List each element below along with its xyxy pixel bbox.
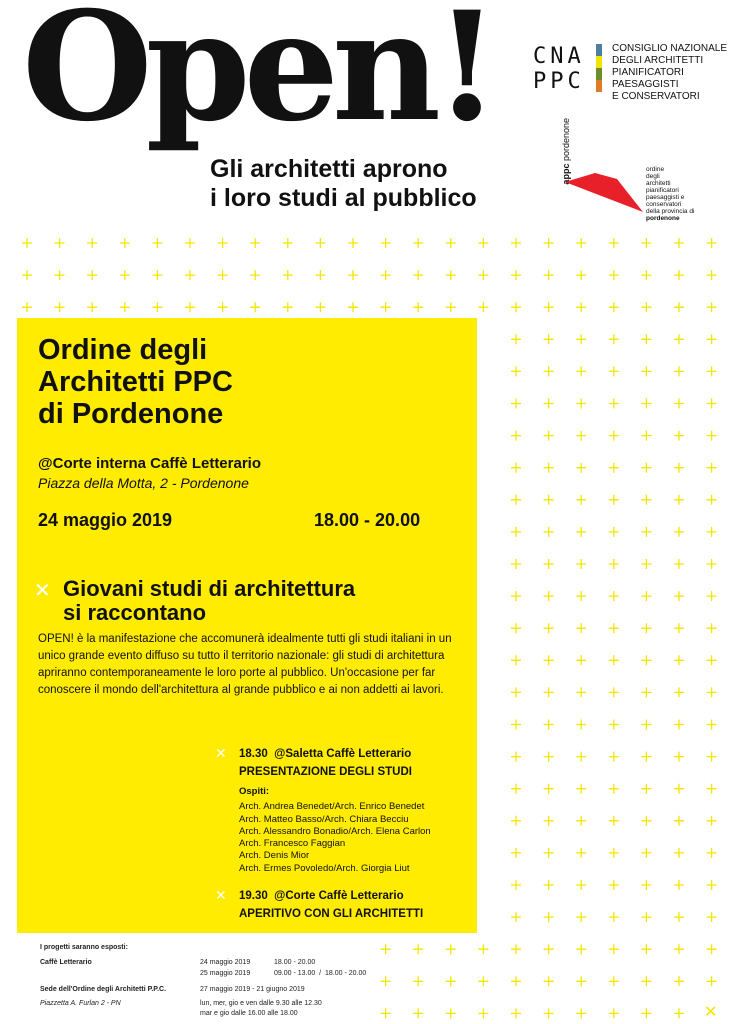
grid-plus-icon	[413, 238, 423, 248]
grid-plus-icon	[544, 784, 554, 794]
grid-plus-icon	[544, 591, 554, 601]
section-title	[63, 577, 355, 625]
grid-plus-icon	[22, 270, 32, 280]
grid-plus-icon	[609, 880, 619, 890]
footer-hours: mar e gio dalle 16.00 alle 18.00	[200, 1010, 298, 1017]
title-line: di Pordenone	[38, 398, 224, 430]
appc-red-shape-icon	[565, 170, 645, 215]
grid-plus-icon	[609, 752, 619, 762]
grid-plus-icon	[609, 399, 619, 409]
grid-plus-icon	[707, 559, 717, 569]
grid-plus-icon	[413, 1008, 423, 1018]
grid-plus-icon	[576, 463, 586, 473]
grid-plus-icon	[544, 238, 554, 248]
grid-plus-icon	[674, 399, 684, 409]
grid-plus-icon	[315, 238, 325, 248]
grid-plus-icon	[609, 527, 619, 537]
grid-plus-icon	[707, 655, 717, 665]
grid-plus-icon	[511, 687, 521, 697]
footer-hours: lun, mer, gio e ven dalle 9.30 alle 12.30	[200, 1000, 322, 1007]
grid-plus-icon	[674, 302, 684, 312]
guest: Arch. Francesco Faggian	[239, 838, 346, 850]
grid-plus-icon	[511, 623, 521, 633]
grid-plus-icon	[381, 976, 391, 986]
grid-plus-icon	[544, 623, 554, 633]
grid-plus-icon	[152, 238, 162, 248]
grid-plus-icon	[609, 912, 619, 922]
grid-plus-icon	[576, 623, 586, 633]
grid-plus-icon	[478, 302, 488, 312]
event-time: 18.00 - 20.00	[314, 510, 421, 530]
grid-plus-icon	[641, 784, 651, 794]
organizer-title	[38, 334, 233, 430]
grid-plus-icon	[511, 591, 521, 601]
grid-plus-icon	[707, 463, 717, 473]
grid-plus-icon	[120, 238, 130, 248]
logo-line: della provincia di	[646, 208, 695, 215]
appc-logo-text	[646, 166, 706, 222]
grid-plus-icon	[609, 591, 619, 601]
grid-plus-icon	[576, 912, 586, 922]
logo-line: pianificatori	[646, 187, 679, 194]
grid-plus-icon	[641, 912, 651, 922]
grid-plus-icon	[576, 527, 586, 537]
grid-plus-icon	[674, 976, 684, 986]
grid-plus-icon	[511, 880, 521, 890]
grid-plus-icon	[544, 976, 554, 986]
footer-venue: Sede dell'Ordine degli Architetti P.P.C.	[40, 986, 167, 993]
grid-plus-icon	[544, 816, 554, 826]
logo-line: conservatori	[646, 201, 682, 208]
grid-plus-icon	[576, 334, 586, 344]
grid-plus-icon	[609, 334, 619, 344]
grid-plus-icon	[576, 302, 586, 312]
grid-plus-icon	[283, 238, 293, 248]
poster-subtitle	[210, 155, 477, 213]
grid-plus-icon	[609, 944, 619, 954]
address: Piazza della Motta, 2 - Pordenone	[38, 475, 249, 491]
footer-date: 25 maggio 2019	[200, 970, 251, 977]
grid-plus-icon	[609, 720, 619, 730]
grid-plus-icon	[544, 848, 554, 858]
grid-plus-icon	[609, 238, 619, 248]
grid-plus-icon	[576, 399, 586, 409]
grid-plus-icon	[544, 880, 554, 890]
grid-plus-icon	[576, 784, 586, 794]
grid-plus-icon	[55, 238, 65, 248]
grid-plus-icon	[641, 399, 651, 409]
grid-plus-icon	[641, 880, 651, 890]
logo-line: DEGLI ARCHITETTI	[612, 55, 704, 66]
grid-plus-icon	[674, 431, 684, 441]
title-line: Architetti PPC	[38, 366, 233, 398]
grid-plus-icon	[413, 302, 423, 312]
grid-plus-icon	[707, 944, 717, 954]
grid-plus-icon	[707, 238, 717, 248]
grid-plus-icon	[348, 270, 358, 280]
program-time-place: 19.30 @Corte Caffè Letterario	[239, 890, 404, 902]
grid-plus-icon	[55, 270, 65, 280]
grid-plus-icon	[609, 976, 619, 986]
grid-plus-icon	[576, 655, 586, 665]
grid-plus-icon	[446, 944, 456, 954]
grid-plus-icon	[511, 655, 521, 665]
appc-city: pordenone	[561, 118, 571, 164]
grid-plus-icon	[609, 302, 619, 312]
grid-plus-icon	[674, 687, 684, 697]
program-time-place: 18.30 @Saletta Caffè Letterario	[239, 748, 412, 760]
grid-plus-icon	[544, 399, 554, 409]
guests-label: Ospiti:	[239, 786, 270, 797]
grid-plus-icon	[674, 816, 684, 826]
grid-plus-icon	[576, 687, 586, 697]
footer-address: Piazzetta A. Furlan 2 - PN	[40, 1000, 121, 1007]
grid-plus-icon	[707, 591, 717, 601]
guest: Arch. Alessandro Bonadio/Arch. Elena Carlon	[239, 825, 431, 837]
grid-plus-icon	[707, 816, 717, 826]
grid-plus-icon	[22, 302, 32, 312]
grid-plus-icon	[641, 238, 651, 248]
grid-plus-icon	[674, 495, 684, 505]
grid-plus-icon	[511, 334, 521, 344]
grid-plus-icon	[641, 687, 651, 697]
grid-plus-icon	[511, 848, 521, 858]
grid-plus-icon	[478, 238, 488, 248]
grid-plus-icon	[544, 655, 554, 665]
event-date: 24 maggio 2019	[38, 510, 173, 530]
grid-plus-icon	[609, 848, 619, 858]
grid-plus-icon	[641, 944, 651, 954]
grid-plus-icon	[315, 270, 325, 280]
grid-plus-icon	[609, 270, 619, 280]
grid-plus-icon	[609, 495, 619, 505]
logo-line: PAESAGGISTI	[612, 79, 679, 90]
grid-plus-icon	[87, 238, 97, 248]
logo-line: CONSIGLIO NAZIONALE	[612, 43, 728, 54]
grid-plus-icon	[544, 334, 554, 344]
grid-plus-icon	[576, 591, 586, 601]
grid-plus-icon	[446, 302, 456, 312]
grid-plus-icon	[609, 816, 619, 826]
grid-plus-icon	[446, 238, 456, 248]
program-title: PRESENTAZIONE DEGLI STUDI	[239, 766, 412, 778]
grid-plus-icon	[576, 559, 586, 569]
grid-plus-icon	[152, 302, 162, 312]
grid-plus-icon	[478, 976, 488, 986]
grid-plus-icon	[511, 399, 521, 409]
grid-plus-icon	[707, 784, 717, 794]
grid-plus-icon	[576, 816, 586, 826]
logo-line: degli	[646, 173, 660, 180]
grid-plus-icon	[674, 527, 684, 537]
grid-plus-icon	[707, 623, 717, 633]
program-item	[239, 745, 412, 781]
grid-plus-icon	[707, 848, 717, 858]
grid-plus-icon	[544, 752, 554, 762]
grid-plus-icon	[218, 238, 228, 248]
grid-plus-icon	[674, 655, 684, 665]
grid-plus-icon	[609, 559, 619, 569]
grid-plus-icon	[511, 720, 521, 730]
grid-plus-icon	[544, 1008, 554, 1018]
grid-plus-icon	[609, 687, 619, 697]
grid-plus-icon	[478, 944, 488, 954]
grid-plus-icon	[576, 720, 586, 730]
grid-plus-icon	[544, 431, 554, 441]
cnappc-logo-text	[612, 43, 727, 103]
grid-plus-icon	[707, 302, 717, 312]
cnappc-logo-mark	[533, 44, 585, 94]
footer-date: 24 maggio 2019	[200, 959, 251, 966]
grid-plus-icon	[185, 270, 195, 280]
grid-plus-icon	[707, 720, 717, 730]
grid-plus-icon	[544, 527, 554, 537]
grid-plus-icon	[641, 270, 651, 280]
grid-plus-icon	[609, 463, 619, 473]
grid-plus-icon	[381, 302, 391, 312]
grid-plus-icon	[511, 495, 521, 505]
logo-line: PIANIFICATORI	[612, 67, 684, 78]
grid-plus-icon	[641, 720, 651, 730]
grid-plus-icon	[511, 238, 521, 248]
grid-plus-icon	[707, 399, 717, 409]
footer-time: 09.00 - 13.00 / 18.00 - 20.00	[274, 970, 367, 977]
grid-plus-icon	[641, 816, 651, 826]
grid-plus-icon	[413, 944, 423, 954]
grid-plus-icon	[544, 495, 554, 505]
grid-plus-icon	[544, 463, 554, 473]
grid-plus-icon	[609, 431, 619, 441]
logo-line: paesaggisti e	[646, 194, 685, 201]
grid-plus-icon	[511, 302, 521, 312]
grid-plus-icon	[381, 270, 391, 280]
grid-plus-icon	[22, 238, 32, 248]
grid-plus-icon	[544, 720, 554, 730]
grid-plus-icon	[544, 559, 554, 569]
grid-plus-icon	[511, 976, 521, 986]
grid-plus-icon	[641, 1008, 651, 1018]
grid-plus-icon	[544, 944, 554, 954]
grid-plus-icon	[707, 912, 717, 922]
grid-plus-icon	[641, 623, 651, 633]
grid-plus-icon	[446, 1008, 456, 1018]
grid-plus-icon	[511, 463, 521, 473]
grid-plus-icon	[250, 270, 260, 280]
grid-plus-icon	[576, 238, 586, 248]
guest: Arch. Andrea Benedet/Arch. Enrico Benedet	[239, 801, 425, 813]
grid-plus-icon	[641, 334, 651, 344]
grid-plus-icon	[120, 302, 130, 312]
grid-plus-icon	[674, 848, 684, 858]
grid-plus-icon	[641, 752, 651, 762]
grid-plus-icon	[609, 784, 619, 794]
grid-plus-icon	[674, 720, 684, 730]
title-line: Giovani studi di architettura	[63, 576, 356, 601]
grid-plus-icon	[674, 623, 684, 633]
grid-plus-icon	[511, 1008, 521, 1018]
grid-plus-icon	[576, 495, 586, 505]
grid-plus-icon	[511, 527, 521, 537]
grid-plus-icon	[576, 848, 586, 858]
grid-plus-icon	[381, 1008, 391, 1018]
grid-plus-icon	[511, 366, 521, 376]
grid-plus-icon	[576, 270, 586, 280]
title-line: si raccontano	[63, 600, 207, 625]
footer-time: 18.00 - 20.00	[274, 959, 316, 966]
grid-plus-icon	[576, 752, 586, 762]
logo-line: architetti	[646, 180, 671, 187]
grid-plus-icon	[641, 559, 651, 569]
grid-plus-icon	[641, 591, 651, 601]
cross-icon: ✕	[215, 888, 227, 904]
grid-plus-icon	[674, 784, 684, 794]
grid-plus-icon	[283, 270, 293, 280]
grid-plus-icon	[707, 752, 717, 762]
grid-plus-icon	[511, 816, 521, 826]
grid-plus-icon	[707, 687, 717, 697]
grid-plus-icon	[576, 944, 586, 954]
grid-plus-icon	[641, 527, 651, 537]
grid-plus-icon	[55, 302, 65, 312]
grid-plus-icon	[707, 527, 717, 537]
grid-plus-icon	[446, 976, 456, 986]
grid-plus-icon	[576, 976, 586, 986]
grid-plus-icon	[478, 1008, 488, 1018]
venue: @Corte interna Caffè Letterario	[38, 455, 262, 472]
grid-plus-icon	[348, 238, 358, 248]
grid-plus-icon	[185, 238, 195, 248]
cnappc-color-bars	[596, 44, 602, 92]
grid-plus-icon	[413, 270, 423, 280]
logo-line: ordine	[646, 166, 665, 173]
grid-plus-icon	[641, 495, 651, 505]
program-item	[239, 887, 423, 923]
grid-plus-icon	[315, 302, 325, 312]
grid-plus-icon	[283, 302, 293, 312]
grid-plus-icon	[674, 334, 684, 344]
grid-plus-icon	[707, 976, 717, 986]
grid-plus-icon	[218, 270, 228, 280]
grid-plus-icon	[120, 270, 130, 280]
grid-plus-icon	[413, 976, 423, 986]
grid-plus-icon	[152, 270, 162, 280]
grid-plus-icon	[250, 302, 260, 312]
grid-plus-icon	[641, 848, 651, 858]
footer-heading: I progetti saranno esposti:	[40, 944, 128, 951]
grid-plus-icon	[641, 431, 651, 441]
logo-mark-line: PPC	[533, 69, 585, 94]
grid-plus-icon	[544, 302, 554, 312]
grid-plus-icon	[707, 366, 717, 376]
grid-plus-icon	[511, 912, 521, 922]
subtitle-line: Gli architetti aprono	[210, 155, 448, 183]
grid-plus-icon	[674, 270, 684, 280]
grid-plus-icon	[576, 431, 586, 441]
grid-plus-icon	[641, 302, 651, 312]
grid-plus-icon	[674, 591, 684, 601]
grid-plus-icon	[381, 238, 391, 248]
grid-plus-icon	[576, 1008, 586, 1018]
grid-plus-icon	[544, 270, 554, 280]
grid-plus-icon	[707, 334, 717, 344]
grid-plus-icon	[674, 366, 684, 376]
grid-plus-icon	[674, 752, 684, 762]
poster-title: Open!	[22, 0, 493, 155]
grid-plus-icon	[511, 784, 521, 794]
grid-plus-icon	[185, 302, 195, 312]
appc-bold: appc	[561, 163, 571, 185]
footer-venue: Caffè Letterario	[40, 959, 92, 966]
guests	[239, 786, 431, 875]
grid-plus-icon	[609, 366, 619, 376]
grid-plus-icon	[87, 302, 97, 312]
grid-plus-icon	[609, 1008, 619, 1018]
cross-icon: ✕	[215, 746, 227, 762]
cross-icon: ✕	[34, 578, 51, 602]
grid-plus-icon	[674, 1008, 684, 1018]
grid-plus-icon	[576, 880, 586, 890]
grid-plus-icon	[641, 366, 651, 376]
grid-plus-icon	[707, 495, 717, 505]
grid-plus-icon	[674, 238, 684, 248]
guest: Arch. Matteo Basso/Arch. Chiara Becciu	[239, 813, 409, 825]
grid-plus-icon	[511, 270, 521, 280]
grid-plus-icon	[576, 366, 586, 376]
title-line: Ordine degli	[38, 334, 208, 366]
grid-plus-icon	[446, 270, 456, 280]
program-title: APERITIVO CON GLI ARCHITETTI	[239, 908, 424, 920]
grid-plus-icon	[348, 302, 358, 312]
grid-plus-icon	[511, 944, 521, 954]
grid-plus-icon	[609, 655, 619, 665]
grid-plus-icon	[511, 559, 521, 569]
grid-plus-icon	[478, 270, 488, 280]
grid-plus-icon	[250, 238, 260, 248]
grid-plus-icon	[544, 366, 554, 376]
grid-plus-icon	[707, 431, 717, 441]
grid-plus-icon	[674, 463, 684, 473]
grid-plus-icon	[674, 880, 684, 890]
guest: Arch. Denis Mior	[239, 850, 310, 862]
grid-plus-icon	[674, 559, 684, 569]
grid-plus-icon	[511, 752, 521, 762]
description: OPEN! è la manifestazione che accomunerà idealmente tutti gli studi italiani in un unico grande evento diffuso su tutto il territorio nazionale: gli studi di architettura apriranno contemporaneamente le loro porte al pubblico. Un'occasione per far conoscere il mondo dell'architettura al grande pubblico e ai non addetti ai lavori.	[38, 633, 452, 696]
grid-plus-icon	[609, 623, 619, 633]
footer-date: 27 maggio 2019 - 21 giugno 2019	[200, 986, 305, 993]
cross-icon: ✕	[704, 1002, 718, 1021]
grid-plus-icon	[87, 270, 97, 280]
grid-plus-icon	[707, 880, 717, 890]
logo-line: E CONSERVATORI	[612, 91, 700, 102]
grid-plus-icon	[641, 976, 651, 986]
grid-plus-icon	[641, 655, 651, 665]
grid-plus-icon	[218, 302, 228, 312]
grid-plus-icon	[674, 912, 684, 922]
grid-plus-icon	[544, 912, 554, 922]
grid-plus-icon	[381, 944, 391, 954]
subtitle-line: i loro studi al pubblico	[210, 184, 477, 212]
logo-line: pordenone	[646, 215, 680, 222]
grid-plus-icon	[641, 463, 651, 473]
logo-mark-line: CNA	[533, 44, 585, 69]
grid-plus-icon	[707, 270, 717, 280]
grid-plus-icon	[544, 687, 554, 697]
grid-plus-icon	[511, 431, 521, 441]
guest: Arch. Ermes Povoledo/Arch. Giorgia Liut	[239, 862, 410, 874]
grid-plus-icon	[674, 944, 684, 954]
